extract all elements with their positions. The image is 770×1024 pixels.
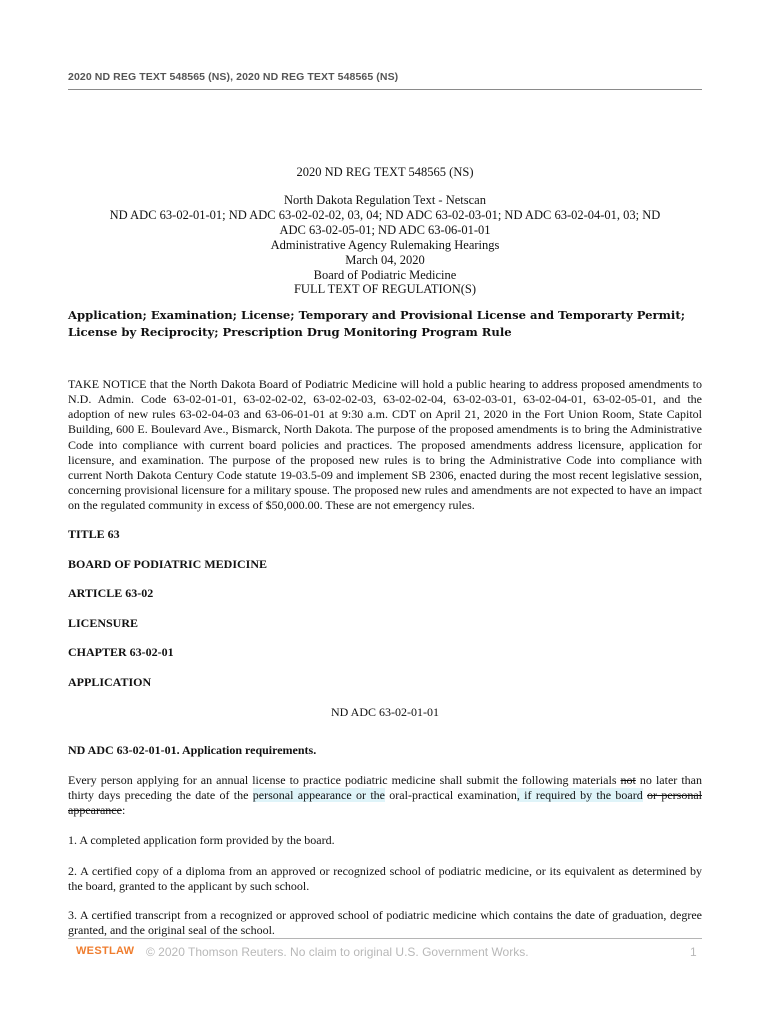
- section-heading: ND ADC 63-02-01-01. Application requirements.: [68, 743, 317, 757]
- heading-board: BOARD OF PODIATRIC MEDICINE: [68, 557, 268, 571]
- citation-codes-line-2: ADC 63-02-05-01; ND ADC 63-06-01-01: [279, 222, 491, 237]
- paragraph-text: no later than thirty days preceding the date of the: [68, 773, 702, 803]
- citation-date: March 04, 2020: [345, 252, 425, 267]
- deleted-text: or personal appearance: [68, 788, 702, 818]
- list-item: 2. A certified copy of a diploma from an approved or recognized school of podiatric medicine, or its equivalent as determined by the board, granted to the applicant by such school.: [68, 864, 702, 894]
- document-title: Application; Examination; License; Temporary and Provisional License and Temporarty Permit; License by Reciprocity; Prescription Drug Monitoring Program Rule: [68, 308, 685, 339]
- paragraph-text: oral-practical examination: [384, 788, 517, 803]
- list-item: 1. A completed application form provided by the board.: [68, 833, 335, 847]
- footer-divider: [68, 938, 702, 939]
- citation-source: North Dakota Regulation Text - Netscan: [284, 193, 486, 207]
- header-divider: [68, 89, 702, 90]
- westlaw-logo: WESTLAW: [76, 945, 135, 957]
- heading-application: APPLICATION: [68, 675, 152, 689]
- citation-category: Administrative Agency Rulemaking Hearings: [270, 237, 500, 252]
- paragraph-text: :: [121, 803, 126, 818]
- running-header: 2020 ND REG TEXT 548565 (NS), 2020 ND REG TEXT 548565 (NS): [68, 71, 399, 83]
- citation-agency: Board of Podiatric Medicine: [313, 267, 457, 282]
- list-item: 3. A certified transcript from a recognized or approved school of podiatric medicine which contains the date of graduation, degree granted, and the original seal of the school.: [68, 908, 702, 938]
- heading-title: TITLE 63: [68, 527, 120, 541]
- citation-codes-line-1: ND ADC 63-02-01-01; ND ADC 63-02-02-02, 03, 04; ND ADC 63-02-03-01; ND ADC 63-02-04-01, 03; ND: [109, 207, 661, 222]
- footer-copyright: © 2020 Thomson Reuters. No claim to original U.S. Government Works.: [146, 945, 529, 959]
- hearing-notice: TAKE NOTICE that the North Dakota Board of Podiatric Medicine will hold a public hearing to address proposed amendments to N.D. Admin. Code 63-02-01-01, 63-02-02-02, 63-02-02-03, 63-02-02-04, 63-02-03-01, 63-02-04-01, 63-02-05-01, and the adoption of new rules 63-02-04-03 and 63-06-01-01 at 9:30 a.m. CDT on April 21, 2020 in the Fort Union Room, State Capitol Building, 600 E. Boulevard Ave., Bismarck, North Dakota. The purpose of the proposed amendments is to bring the Administrative Code into compliance with current board policies and practices. The proposed amendments address licensure, application for licensure, and examination. The purpose of the proposed new rules is to bring the Administrative Code into compliance with current North Dakota Century Code statute 19-03.5-09 and implement SB 2306, enacted during the most recent legislative session, concerning provisional licensure for a military spouse. The proposed new rules and amendments are not expected to have an impact on the regulated community in excess of $50,000.00. These are not emergency rules.: [68, 377, 702, 513]
- deleted-text: not: [620, 773, 636, 787]
- heading-article: ARTICLE 63-02: [68, 586, 154, 600]
- page-number: 1: [690, 945, 697, 959]
- heading-chapter: CHAPTER 63-02-01: [68, 645, 174, 659]
- inserted-text: , if required by the board: [516, 788, 643, 803]
- citation-block: [68, 193, 702, 297]
- section-reference: ND ADC 63-02-01-01: [331, 705, 439, 719]
- inserted-text: personal appearance or the: [252, 788, 385, 803]
- heading-licensure: LICENSURE: [68, 616, 139, 630]
- application-paragraph: [68, 773, 702, 818]
- citation-type: FULL TEXT OF REGULATION(S): [293, 282, 477, 297]
- citation-title: 2020 ND REG TEXT 548565 (NS): [296, 165, 474, 179]
- paragraph-text: Every person applying for an annual license to practice podiatric medicine shall submit the following materials: [68, 773, 621, 787]
